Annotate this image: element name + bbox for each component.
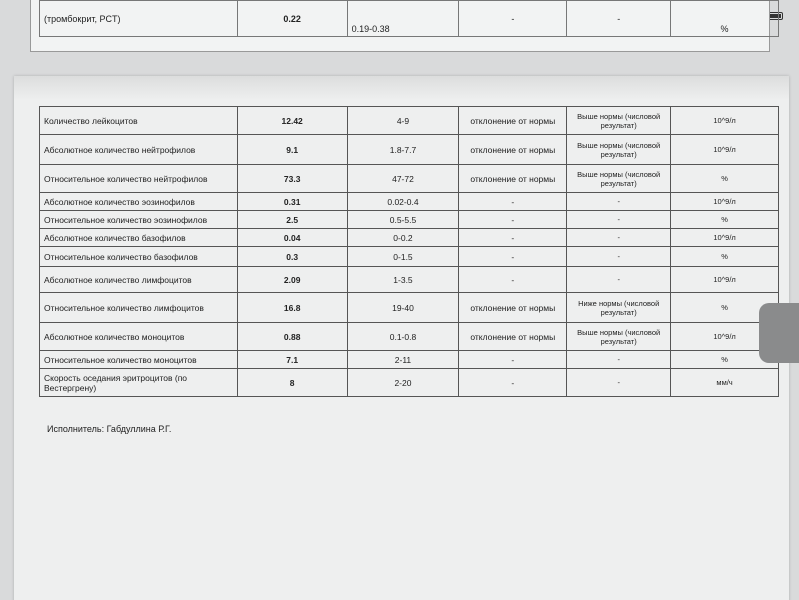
cell-unit: 10^9/л <box>671 135 779 165</box>
cell-deviation: - <box>459 229 567 247</box>
cell-name: Относительное количество эозинофилов <box>40 211 238 229</box>
cell-deviation: отклонение от нормы <box>459 107 567 135</box>
cell-unit: 10^9/л <box>671 193 779 211</box>
table-row <box>40 107 779 135</box>
cell-value: 0.22 <box>237 1 347 37</box>
previous-page-fragment <box>30 0 770 52</box>
cell-reference: 0.5-5.5 <box>347 211 459 229</box>
cell-unit: 10^9/л <box>671 107 779 135</box>
table-row <box>40 165 779 193</box>
cell-unit: 10^9/л <box>671 267 779 293</box>
cell-unit: % <box>671 351 779 369</box>
cell-deviation: - <box>459 369 567 397</box>
cell-comment: Выше нормы (числовой результат) <box>567 107 671 135</box>
cell-reference: 0.02-0.4 <box>347 193 459 211</box>
results-table-body <box>40 107 779 397</box>
table-row <box>40 351 779 369</box>
cell-deviation: - <box>459 193 567 211</box>
cell-name: Относительное количество лимфоцитов <box>40 293 238 323</box>
cell-name <box>40 1 238 37</box>
cell-reference: 19-40 <box>347 293 459 323</box>
cell-reference: 0-0.2 <box>347 229 459 247</box>
side-scroll-handle[interactable] <box>759 303 799 363</box>
cell-name-line2: (тромбокрит, PCT) <box>44 13 121 24</box>
cell-reference: 0.19-0.38 <box>347 1 459 37</box>
cell-name: Относительное количество нейтрофилов <box>40 165 238 193</box>
executor-text: Исполнитель: Габдуллина Р.Г. <box>47 424 172 434</box>
cell-comment: - <box>567 351 671 369</box>
cell-comment: Выше нормы (числовой результат) <box>567 135 671 165</box>
cell-comment: Ниже нормы (числовой результат) <box>567 293 671 323</box>
cell-deviation: - <box>459 267 567 293</box>
cell-reference: 1-3.5 <box>347 267 459 293</box>
cell-comment: - <box>567 247 671 267</box>
cell-name: Скорость оседания эритроцитов (по Вестергрену) <box>40 369 238 397</box>
cell-value: 12.42 <box>237 107 347 135</box>
cell-value: 0.88 <box>237 323 347 351</box>
cell-reference: 4-9 <box>347 107 459 135</box>
table-row <box>40 1 779 37</box>
cell-unit: % <box>671 293 779 323</box>
cell-value: 2.5 <box>237 211 347 229</box>
cell-value: 16.8 <box>237 293 347 323</box>
cell-reference: 2-11 <box>347 351 459 369</box>
table-row <box>40 293 779 323</box>
cell-deviation: отклонение от нормы <box>459 323 567 351</box>
cell-unit: % <box>671 211 779 229</box>
cell-name: Абсолютное количество лимфоцитов <box>40 267 238 293</box>
table-row <box>40 267 779 293</box>
cell-comment: - <box>567 1 671 37</box>
cell-value: 0.04 <box>237 229 347 247</box>
cell-deviation: отклонение от нормы <box>459 293 567 323</box>
cell-value: 0.3 <box>237 247 347 267</box>
cell-name: Относительное количество моноцитов <box>40 351 238 369</box>
table-row <box>40 211 779 229</box>
table-row <box>40 229 779 247</box>
cell-reference: 1.8-7.7 <box>347 135 459 165</box>
cell-value: 8 <box>237 369 347 397</box>
cell-name: Относительное количество базофилов <box>40 247 238 267</box>
cell-deviation: - <box>459 211 567 229</box>
cell-deviation: - <box>459 1 567 37</box>
cell-value: 7.1 <box>237 351 347 369</box>
document-page <box>14 76 789 600</box>
previous-page-table <box>39 0 779 37</box>
cell-value: 0.31 <box>237 193 347 211</box>
cell-unit: 10^9/л <box>671 323 779 351</box>
cell-reference: 0-1.5 <box>347 247 459 267</box>
cell-comment: - <box>567 193 671 211</box>
cell-deviation: отклонение от нормы <box>459 165 567 193</box>
cell-unit: мм/ч <box>671 369 779 397</box>
cell-name: Абсолютное количество эозинофилов <box>40 193 238 211</box>
cell-reference: 0.1-0.8 <box>347 323 459 351</box>
table-row <box>40 323 779 351</box>
cell-reference: 2-20 <box>347 369 459 397</box>
cell-comment: - <box>567 211 671 229</box>
cell-comment: - <box>567 369 671 397</box>
cell-comment: Выше нормы (числовой результат) <box>567 165 671 193</box>
cell-deviation: - <box>459 247 567 267</box>
cell-name: Количество лейкоцитов <box>40 107 238 135</box>
table-row <box>40 369 779 397</box>
cell-comment: - <box>567 267 671 293</box>
cell-unit: % <box>671 247 779 267</box>
table-row <box>40 247 779 267</box>
cell-deviation: отклонение от нормы <box>459 135 567 165</box>
cell-value: 9.1 <box>237 135 347 165</box>
cell-name: Абсолютное количество моноцитов <box>40 323 238 351</box>
cell-value: 2.09 <box>237 267 347 293</box>
cell-name: Абсолютное количество базофилов <box>40 229 238 247</box>
cell-value: 73.3 <box>237 165 347 193</box>
cell-unit: % <box>671 165 779 193</box>
table-row <box>40 135 779 165</box>
cell-name: Абсолютное количество нейтрофилов <box>40 135 238 165</box>
cell-unit: % <box>671 1 779 37</box>
cell-deviation: - <box>459 351 567 369</box>
cell-unit: 10^9/л <box>671 229 779 247</box>
cell-comment: Выше нормы (числовой результат) <box>567 323 671 351</box>
results-table <box>39 106 779 397</box>
cell-comment: - <box>567 229 671 247</box>
table-row <box>40 193 779 211</box>
cell-reference: 47-72 <box>347 165 459 193</box>
